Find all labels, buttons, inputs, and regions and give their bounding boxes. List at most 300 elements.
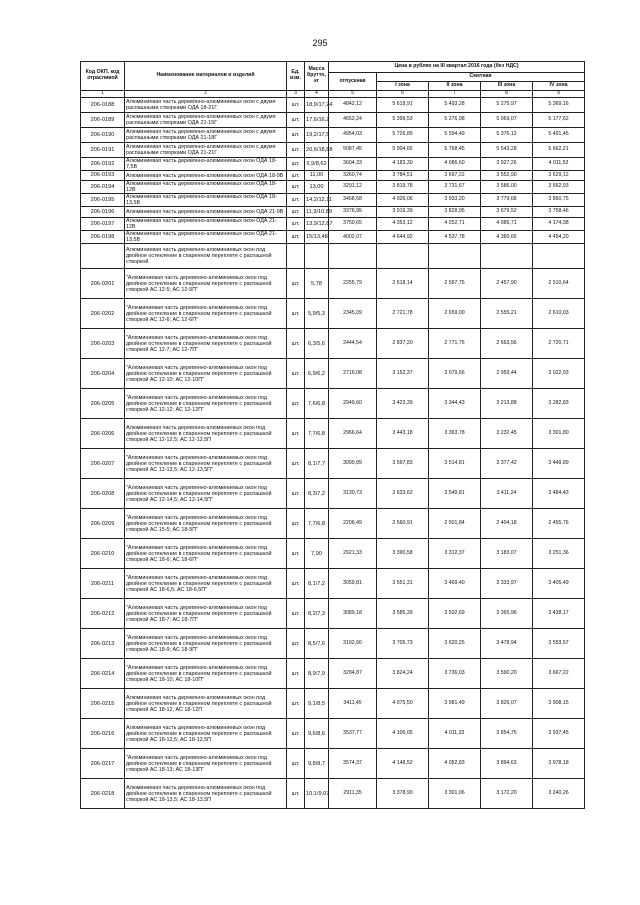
row-code: 206-0198	[81, 231, 125, 244]
row-zone-1-price: 3 597,83	[377, 449, 429, 479]
row-zone-1-price: 4 183,30	[377, 158, 429, 171]
row-unit: шт.	[287, 329, 305, 359]
row-unit: шт.	[287, 207, 305, 218]
row-code: 206-0214	[81, 659, 125, 689]
row-zone-2-price: 2 659,00	[429, 299, 481, 329]
row-name: "Алюминиевая часть деревянно-алюминиевых окон под двойное остекление в спаренном переплете с распашной створкой АС 18-7; АС 18-7П"	[125, 599, 287, 629]
row-zone-4-price: 3 758,46	[533, 207, 585, 218]
row-zone-4-price: 3 251,36	[533, 539, 585, 569]
row-unit: шт.	[287, 719, 305, 749]
row-zone-2-price: 3 344,43	[429, 389, 481, 419]
row-mass: 7,7/6,8	[305, 509, 329, 539]
header-zone-2: II зона	[429, 82, 481, 91]
row-unit: шт.	[287, 171, 305, 181]
row-unit: шт.	[287, 569, 305, 599]
table-row	[81, 659, 585, 689]
row-zone-1-price: 5 399,53	[377, 113, 429, 128]
row-zone-3-price: 3 411,24	[481, 479, 533, 509]
row-name: Алюминиевая часть деревянно-алюминиевых окон с двумя распашными створками ОДА 21-21Г	[125, 143, 287, 158]
row-mass: 5,78	[305, 269, 329, 299]
row-zone-3-price: 3 894,63	[481, 749, 533, 779]
row-unit	[287, 244, 305, 269]
row-zone-3-price: 2 404,18	[481, 509, 533, 539]
row-mass: 7,90	[305, 539, 329, 569]
row-name: "Алюминиевая часть деревянно-алюминиевых окон под двойное остекление в спаренном переплете с распашной створкой АС 18-10; АС 18-10П"	[125, 659, 287, 689]
column-number: 3	[287, 91, 305, 98]
row-zone-2-price: 4 052,83	[429, 749, 481, 779]
row-unit: шт.	[287, 779, 305, 809]
row-unit: шт.	[287, 419, 305, 449]
row-mass: 8,2/7,3	[305, 599, 329, 629]
row-zone-2-price: 5 276,98	[429, 113, 481, 128]
row-name: "Алюминиевая часть деревянно-алюминиевых окон под двойное остекление в спаренном переплете с распашной створкой АС 12-12; АС 12-12П"	[125, 389, 287, 419]
row-release-price: 3192,66	[329, 629, 377, 659]
row-code: 206-0202	[81, 299, 125, 329]
price-table	[80, 61, 585, 809]
row-zone-1-price: 4 353,12	[377, 218, 429, 231]
row-unit: шт.	[287, 181, 305, 194]
row-name: Алюминиевая часть деревянно-алюминиевых окон ОДА 18-13,5В	[125, 194, 287, 207]
row-code: 206-0191	[81, 143, 125, 158]
row-zone-1-price: 2 618,14	[377, 269, 429, 299]
row-release-price	[329, 244, 377, 269]
row-name: "Алюминиевая часть деревянно-алюминиевых окон под двойное остекление в спаренном переплете с распашной створкой АС 15-5; АС 18-5П"	[125, 509, 287, 539]
row-mass: 19,2/17,5	[305, 128, 329, 143]
row-zone-1-price: 3 705,73	[377, 629, 429, 659]
row-zone-4-price: 3 449,89	[533, 449, 585, 479]
row-zone-3-price: 5 275,97	[481, 98, 533, 113]
row-unit: шт.	[287, 128, 305, 143]
row-name: Алюминиевая часть деревянно-алюминиевых окон под двойное остекление в спаренном переплете с распашной створкой АС 18-12,5; АС 18-12,5П	[125, 719, 287, 749]
row-release-price: 2716,08	[329, 359, 377, 389]
header-price-group: Цена в рублях на III квартал 2016 года (без НДС)	[329, 62, 585, 73]
row-mass: 8,3/7,2	[305, 479, 329, 509]
row-zone-4-price: 3 860,75	[533, 194, 585, 207]
row-release-price: 3411,45	[329, 689, 377, 719]
row-zone-3-price: 3 172,20	[481, 779, 533, 809]
row-name: "Алюминиевая часть деревянно-алюминиевых окон под двойное остекление в спаренном переплете с распашной створкой АС 12-14,5; АС 12-14,5П"	[125, 479, 287, 509]
row-zone-2-price: 3 079,66	[429, 359, 481, 389]
row-zone-3-price: 2 959,44	[481, 359, 533, 389]
row-zone-4-price: 2 510,64	[533, 269, 585, 299]
table-body	[81, 98, 585, 809]
row-name: Алюминиевая часть деревянно-алюминиевых окон под двойное остекление в спаренном переплете с распашной створкой АС 18-12, АС 18-12П	[125, 689, 287, 719]
row-zone-2-price: 3 301,06	[429, 779, 481, 809]
row-zone-4-price: 3 484,43	[533, 479, 585, 509]
row-zone-1-price: 5 726,89	[377, 128, 429, 143]
header-release-price: отпускная	[329, 73, 377, 91]
table-row	[81, 359, 585, 389]
row-zone-3-price: 2 555,21	[481, 299, 533, 329]
row-zone-4-price: 3 022,93	[533, 359, 585, 389]
row-zone-3-price: 3 232,45	[481, 419, 533, 449]
row-release-price: 3604,33	[329, 158, 377, 171]
row-zone-2-price: 3 469,40	[429, 569, 481, 599]
row-name: Алюминиевая часть деревянно-алюминиевых окон ОДА 18-9В	[125, 171, 287, 181]
row-zone-2-price: 3 363,78	[429, 419, 481, 449]
row-code: 206-0211	[81, 569, 125, 599]
row-code: 206-0192	[81, 158, 125, 171]
table-row	[81, 629, 585, 659]
row-mass: 14,2/12,11	[305, 194, 329, 207]
row-unit: шт.	[287, 98, 305, 113]
row-zone-3-price: 3 590,20	[481, 659, 533, 689]
row-zone-3-price: 5 376,12	[481, 128, 533, 143]
row-name: "Алюминиевая часть деревянно-алюминиевых окон под двойное остекление в спаренном переплете с распашной створкой АС 18-6; АС 18-6П"	[125, 539, 287, 569]
row-code: 206-0212	[81, 599, 125, 629]
table-row	[81, 244, 585, 269]
column-number: 8	[481, 91, 533, 98]
row-zone-1-price	[377, 244, 429, 269]
row-name: Алюминиевая часть деревянно-алюминиевых окон с двумя распашными створками ОДА 21-18Г	[125, 128, 287, 143]
row-code: 206-0209	[81, 509, 125, 539]
row-name: Алюминиевая часть деревянно-алюминиевых окон ОДА 18-7,5В	[125, 158, 287, 171]
row-release-price: 4842,12	[329, 98, 377, 113]
row-release-price: 2345,09	[329, 299, 377, 329]
row-zone-2-price: 5 493,28	[429, 98, 481, 113]
row-zone-1-price: 4 644,92	[377, 231, 429, 244]
row-zone-4-price: 3 629,12	[533, 171, 585, 181]
row-zone-4-price: 5 491,45	[533, 128, 585, 143]
header-zone-4: IV зона	[533, 82, 585, 91]
table-row	[81, 299, 585, 329]
row-zone-3-price: 3 826,07	[481, 689, 533, 719]
row-code	[81, 244, 125, 269]
row-zone-2-price: 2 557,75	[429, 269, 481, 299]
row-zone-3-price: 3 377,42	[481, 449, 533, 479]
row-zone-1-price: 3 919,39	[377, 207, 429, 218]
row-code: 206-0193	[81, 171, 125, 181]
row-zone-2-price: 3 514,81	[429, 449, 481, 479]
table-row	[81, 158, 585, 171]
row-zone-1-price: 4 148,52	[377, 749, 429, 779]
row-zone-2-price: 3 731,67	[429, 181, 481, 194]
row-zone-2-price: 3 620,25	[429, 629, 481, 659]
row-zone-3-price: 3 478,94	[481, 629, 533, 659]
row-zone-2-price: 3 828,95	[429, 207, 481, 218]
row-mass: 8,5/7,6	[305, 629, 329, 659]
row-release-price: 3750,65	[329, 218, 377, 231]
column-number: 7	[429, 91, 481, 98]
row-name: "Алюминиевая часть деревянно-алюминиевых окон под двойное остекление в спаренном переплете с распашной створкой АС 18-13; АС 18-13П"	[125, 749, 287, 779]
row-zone-2-price: 3 981,49	[429, 689, 481, 719]
row-zone-3-price: 4 360,65	[481, 231, 533, 244]
row-mass: 20,6/18,88	[305, 143, 329, 158]
row-code: 206-0217	[81, 749, 125, 779]
row-unit: шт.	[287, 749, 305, 779]
row-release-price: 3099,89	[329, 449, 377, 479]
row-release-price: 3574,37	[329, 749, 377, 779]
row-zone-4-price: 3 978,18	[533, 749, 585, 779]
row-zone-4-price: 5 662,21	[533, 143, 585, 158]
row-zone-2-price: 4 011,33	[429, 719, 481, 749]
row-zone-4-price: 3 937,45	[533, 719, 585, 749]
row-code: 206-0206	[81, 419, 125, 449]
row-mass: 9,8/8,7	[305, 749, 329, 779]
row-release-price: 2966,64	[329, 419, 377, 449]
table-row	[81, 539, 585, 569]
table-row	[81, 231, 585, 244]
row-zone-3-price: 3 213,88	[481, 389, 533, 419]
row-mass: 11,9/10,89	[305, 207, 329, 218]
row-release-price: 4652,24	[329, 113, 377, 128]
header-estimated: Сметная	[377, 73, 585, 82]
row-zone-4-price: 3 405,49	[533, 569, 585, 599]
row-zone-2-price: 2 771,76	[429, 329, 481, 359]
row-release-price: 3537,77	[329, 719, 377, 749]
row-zone-1-price: 3 585,39	[377, 599, 429, 629]
row-zone-1-price: 3 819,78	[377, 181, 429, 194]
row-zone-3-price: 3 779,68	[481, 194, 533, 207]
row-zone-4-price: 3 438,17	[533, 599, 585, 629]
row-zone-2-price: 4 252,71	[429, 218, 481, 231]
row-zone-1-price: 3 152,37	[377, 359, 429, 389]
row-release-price: 3059,81	[329, 569, 377, 599]
row-release-price: 2444,54	[329, 329, 377, 359]
row-zone-3-price: 3 586,00	[481, 181, 533, 194]
row-zone-3-price: 2 663,56	[481, 329, 533, 359]
row-release-price: 2206,49	[329, 509, 377, 539]
row-mass: 6,9/6,2	[305, 359, 329, 389]
row-mass: 9,6/8,6	[305, 719, 329, 749]
row-name: "Алюминиевая часть деревянно-алюминиевых окон под двойное остекление в спаренном переплете с распашной створкой АС 12-10; АС 12-10П"	[125, 359, 287, 389]
row-code: 206-0190	[81, 128, 125, 143]
row-release-price: 3260,74	[329, 171, 377, 181]
row-unit: шт.	[287, 539, 305, 569]
table-row	[81, 98, 585, 113]
column-number: 6	[377, 91, 429, 98]
row-code: 206-0195	[81, 194, 125, 207]
row-zone-4-price: 3 240,26	[533, 779, 585, 809]
row-zone-2-price: 3 697,22	[429, 171, 481, 181]
row-zone-1-price: 4 075,50	[377, 689, 429, 719]
row-zone-1-price: 4 106,05	[377, 719, 429, 749]
row-name: Алюминиевая часть деревянно-алюминиевых окон под двойное остекление в спаренном переплете с распашной створкой АС 18-13,5; АС 18-13,5П	[125, 779, 287, 809]
row-mass: 9,9/8,62	[305, 158, 329, 171]
row-unit: шт.	[287, 509, 305, 539]
row-zone-2-price: 3 312,37	[429, 539, 481, 569]
row-name: Алюминиевая часть деревянно-алюминиевых окон под двойное остекление в спаренном переплете с распашной створкой АС 12-12,5; АС 12-12,5П	[125, 419, 287, 449]
row-name: "Алюминиевая часть деревянно-алюминиевых окон под двойное остекление в спаренном переплете с распашной створкой АС 12-5; АС 12-5П"	[125, 269, 287, 299]
row-code: 206-0218	[81, 779, 125, 809]
row-code: 206-0189	[81, 113, 125, 128]
row-mass: 8,1/7,2	[305, 569, 329, 599]
row-zone-2-price: 5 768,45	[429, 143, 481, 158]
row-name: Алюминиевая часть деревянно-алюминиевых окон ОДА 18-12В	[125, 181, 287, 194]
row-zone-4-price: 5 369,16	[533, 98, 585, 113]
table-row	[81, 749, 585, 779]
row-unit: шт.	[287, 113, 305, 128]
row-zone-1-price: 2 837,20	[377, 329, 429, 359]
row-zone-2-price: 4 086,60	[429, 158, 481, 171]
header-mass: Масса брутто, кг	[305, 62, 329, 91]
header-zone-1: I зона	[377, 82, 429, 91]
column-number: 5	[329, 91, 377, 98]
row-zone-4-price: 3 662,93	[533, 181, 585, 194]
table-row	[81, 599, 585, 629]
row-zone-1-price: 4 026,06	[377, 194, 429, 207]
row-unit: шт.	[287, 231, 305, 244]
row-zone-4-price: 2 455,76	[533, 509, 585, 539]
row-zone-4-price: 2 610,03	[533, 299, 585, 329]
table-row	[81, 569, 585, 599]
row-release-price: 2921,33	[329, 539, 377, 569]
row-name: "Алюминиевая часть деревянно-алюминиевых окон под двойное остекление в спаренном переплете с распашной створкой АС 12-6; АС 12-6П"	[125, 299, 287, 329]
header-code: Код ОКП, код отрасливой	[81, 62, 125, 91]
row-mass: 10,1/9,07	[305, 779, 329, 809]
row-zone-3-price: 5 543,28	[481, 143, 533, 158]
table-row	[81, 218, 585, 231]
row-zone-3-price: 3 927,26	[481, 158, 533, 171]
row-zone-3-price: 4 086,71	[481, 218, 533, 231]
row-release-price: 2949,60	[329, 389, 377, 419]
row-code: 206-0207	[81, 449, 125, 479]
row-code: 206-0194	[81, 181, 125, 194]
row-zone-3-price: 2 457,90	[481, 269, 533, 299]
row-zone-4-price: 3 908,15	[533, 689, 585, 719]
row-unit: шт.	[287, 218, 305, 231]
row-zone-1-price: 2 560,91	[377, 509, 429, 539]
table-row	[81, 779, 585, 809]
row-name: "Алюминиевая часть деревянно-алюминиевых окон под двойное остекление в спаренном переплете с распашной створкой АС 12-7; АС 12-7П"	[125, 329, 287, 359]
column-number: 4	[305, 91, 329, 98]
row-zone-1-price: 5 904,65	[377, 143, 429, 158]
row-code: 206-0208	[81, 479, 125, 509]
header-name: Наименование материалов и изделий	[125, 62, 287, 91]
row-release-price: 2255,79	[329, 269, 377, 299]
row-release-price: 3376,95	[329, 207, 377, 218]
row-zone-4-price: 3 667,22	[533, 659, 585, 689]
row-name: Алюминиевая часть деревянно-алюминиевых окон ОДА 21-13,5В	[125, 231, 287, 244]
row-zone-3-price: 3 552,90	[481, 171, 533, 181]
row-unit: шт.	[287, 269, 305, 299]
table-row	[81, 143, 585, 158]
row-mass: 5,9/5,3	[305, 299, 329, 329]
row-mass: 7,6/6,8	[305, 389, 329, 419]
row-mass: 8,1/7,7	[305, 449, 329, 479]
row-zone-2-price: 4 537,78	[429, 231, 481, 244]
column-number: 1	[81, 91, 125, 98]
row-code: 206-0201	[81, 269, 125, 299]
row-code: 206-0188	[81, 98, 125, 113]
row-mass	[305, 244, 329, 269]
row-zone-1-price: 3 390,58	[377, 539, 429, 569]
row-zone-1-price: 3 378,90	[377, 779, 429, 809]
row-mass: 8,9/7,9	[305, 659, 329, 689]
row-mass: 15/13,48	[305, 231, 329, 244]
row-mass: 9,1/8,5	[305, 689, 329, 719]
row-unit: шт.	[287, 158, 305, 171]
row-name: "Алюминиевая часть деревянно-алюминиевых окон под двойное остекление в спаренном переплете с распашной створкой АС 18-9; АС 18-9П"	[125, 629, 287, 659]
row-zone-2-price: 3 549,81	[429, 479, 481, 509]
row-zone-1-price: 3 443,18	[377, 419, 429, 449]
table-row	[81, 181, 585, 194]
row-mass: 17,6/16,2	[305, 113, 329, 128]
row-zone-1-price: 3 551,31	[377, 569, 429, 599]
row-zone-4-price: 2 720,71	[533, 329, 585, 359]
row-unit: шт.	[287, 143, 305, 158]
row-zone-4-price	[533, 244, 585, 269]
table-row	[81, 689, 585, 719]
row-release-price: 3468,68	[329, 194, 377, 207]
row-unit: шт.	[287, 689, 305, 719]
row-unit: шт.	[287, 629, 305, 659]
table-row	[81, 269, 585, 299]
table-row	[81, 719, 585, 749]
row-release-price: 5087,45	[329, 143, 377, 158]
row-zone-1-price: 3 824,24	[377, 659, 429, 689]
row-mass: 7,7/6,8	[305, 419, 329, 449]
row-zone-4-price: 4 174,38	[533, 218, 585, 231]
row-name: Алюминиевая часть деревянно-алюминиевых окон с двумя распашными створками ОДА 18-21Г	[125, 98, 287, 113]
table-row	[81, 207, 585, 218]
row-release-price: 4002,07	[329, 231, 377, 244]
row-mass: 13,9/12,87	[305, 218, 329, 231]
row-zone-3-price: 3 679,52	[481, 207, 533, 218]
row-name: "Алюминиевая часть деревянно-алюминиевых окон под двойное остекление в спаренном переплете с распашной створкой АС 18-6,5; АС 18-6,5П"	[125, 569, 287, 599]
row-zone-4-price: 4 011,53	[533, 158, 585, 171]
row-zone-2-price: 3 502,69	[429, 599, 481, 629]
table-header	[81, 62, 585, 98]
table-row	[81, 128, 585, 143]
row-name: Алюминиевая часть деревянно-алюминиевых окон ОДА 21-9В	[125, 207, 287, 218]
row-code: 206-0197	[81, 218, 125, 231]
row-unit: шт.	[287, 599, 305, 629]
row-code: 206-0210	[81, 539, 125, 569]
row-unit: шт.	[287, 359, 305, 389]
page-number: 295	[312, 38, 328, 48]
row-zone-2-price: 3 736,03	[429, 659, 481, 689]
row-unit: шт.	[287, 194, 305, 207]
row-zone-3-price: 5 069,07	[481, 113, 533, 128]
row-code: 206-0215	[81, 689, 125, 719]
row-zone-4-price: 3 553,57	[533, 629, 585, 659]
row-zone-3-price: 3 183,07	[481, 539, 533, 569]
row-name: "Алюминиевая часть деревянно-алюминиевых окон под двойное остекление в спаренном переплете с распашной створкой АС 12-13,5; АС 12-13,5П"	[125, 449, 287, 479]
row-mass: 6,3/5,6	[305, 329, 329, 359]
row-release-price: 4954,03	[329, 128, 377, 143]
table-row	[81, 509, 585, 539]
row-code: 206-0196	[81, 207, 125, 218]
column-number: 9	[533, 91, 585, 98]
row-release-price: 3130,73	[329, 479, 377, 509]
row-zone-2-price: 3 933,20	[429, 194, 481, 207]
table-row	[81, 449, 585, 479]
row-name: Алюминиевая часть деревянно-алюминиевых окон ОДА 21-12В	[125, 218, 287, 231]
row-zone-1-price: 3 784,51	[377, 171, 429, 181]
row-name: Алюминиевая часть деревянно-алюминиевых окон с двумя распашными створками ОДА 21-15Г	[125, 113, 287, 128]
row-unit: шт.	[287, 479, 305, 509]
row-zone-1-price: 2 721,78	[377, 299, 429, 329]
row-zone-4-price: 5 177,62	[533, 113, 585, 128]
row-release-price: 3089,18	[329, 599, 377, 629]
row-zone-3-price	[481, 244, 533, 269]
row-name: Алюминиевая часть деревянно-алюминиевых окон под двойное остекление в спаренном переплете с распашной створкой	[125, 244, 287, 269]
row-mass: 13,00	[305, 181, 329, 194]
table-row	[81, 113, 585, 128]
row-zone-3-price: 3 365,96	[481, 599, 533, 629]
row-code: 206-0204	[81, 359, 125, 389]
row-code: 206-0213	[81, 629, 125, 659]
row-code: 206-0203	[81, 329, 125, 359]
column-number: 2	[125, 91, 287, 98]
row-release-price: 2911,35	[329, 779, 377, 809]
table-row	[81, 194, 585, 207]
row-code: 206-0216	[81, 719, 125, 749]
row-zone-3-price: 3 854,75	[481, 719, 533, 749]
header-unit: Ед. изм.	[287, 62, 305, 91]
row-unit: шт.	[287, 389, 305, 419]
